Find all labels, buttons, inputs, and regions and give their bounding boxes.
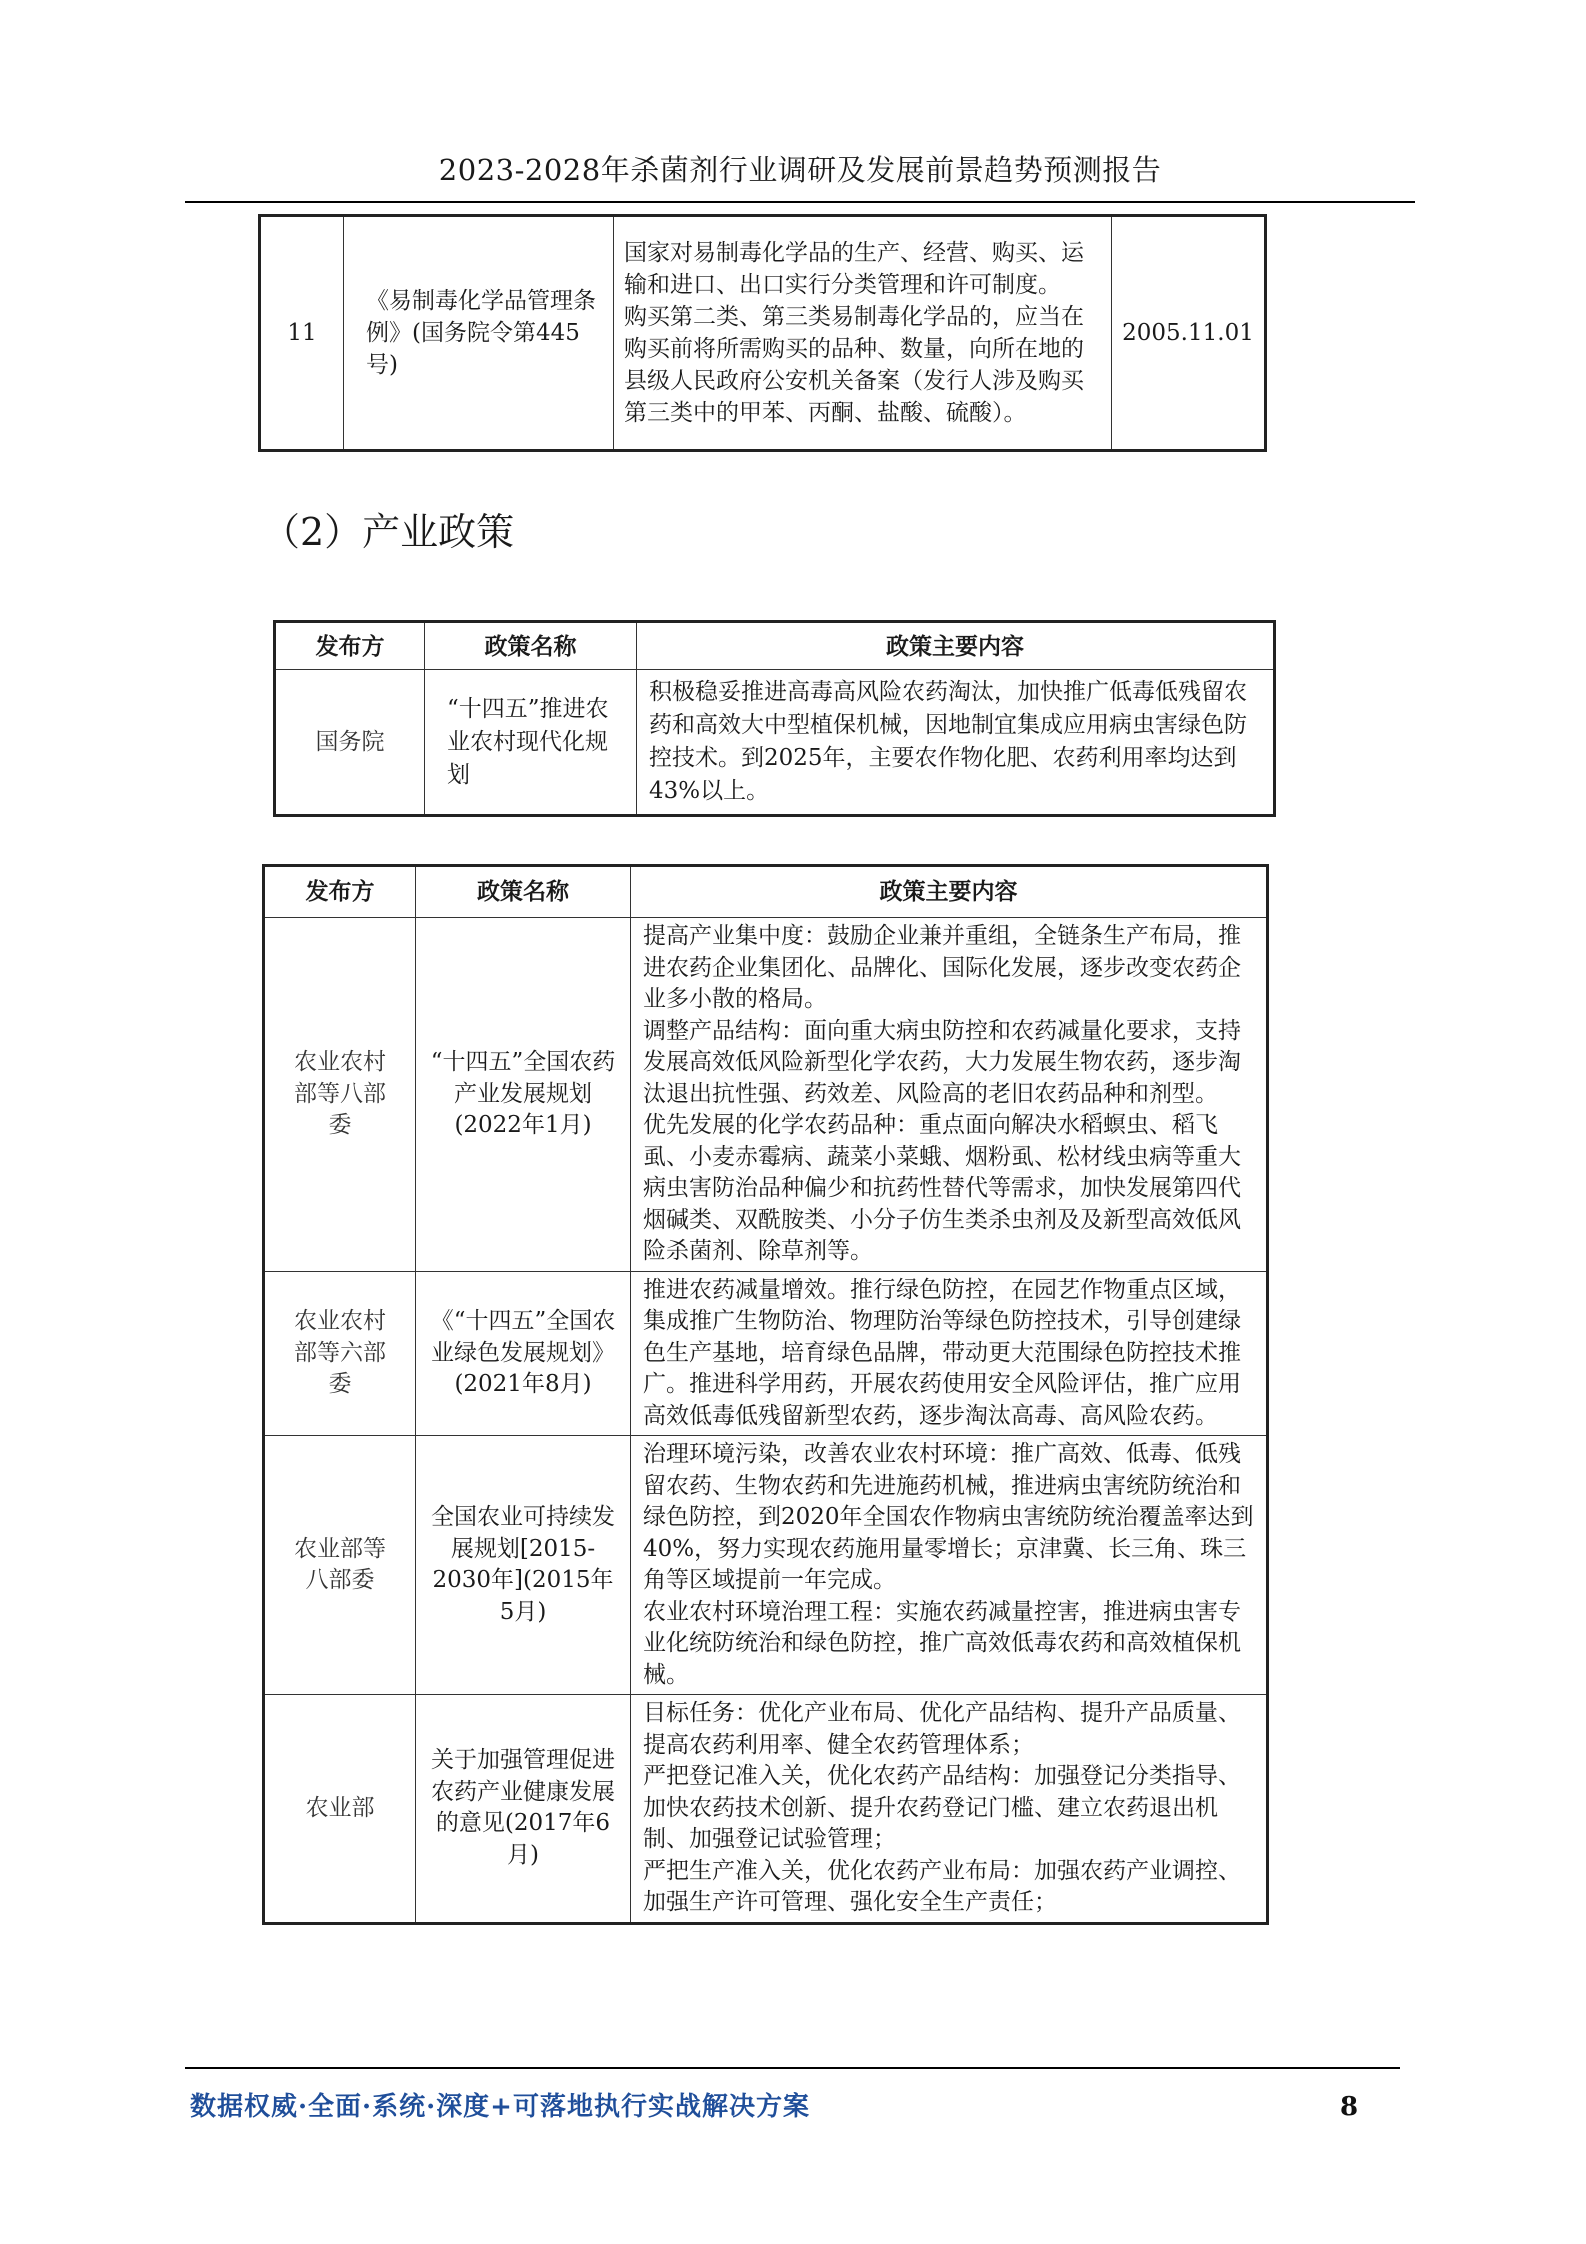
- column-header-policy-name: 政策名称: [425, 622, 637, 670]
- policy-publisher: 农业农村部等六部委: [264, 1271, 416, 1436]
- column-header-policy-name: 政策名称: [416, 866, 631, 918]
- page-number: 8: [1340, 2092, 1359, 2122]
- policy-name: 《“十四五”全国农业绿色发展规划》(2021年8月): [416, 1271, 631, 1436]
- policy-name: 全国农业可持续发展规划[2015-2030年](2015年5月): [416, 1436, 631, 1695]
- ministry-policy-table: [262, 864, 1269, 1925]
- column-header-policy-content: 政策主要内容: [631, 866, 1268, 918]
- section-title: （2）产业政策: [262, 510, 515, 554]
- regulation-table: [258, 214, 1267, 452]
- regulation-name: 《易制毒化学品管理条例》(国务院令第445号): [344, 216, 614, 451]
- column-header-publisher: 发布方: [264, 866, 416, 918]
- table-row: [264, 918, 1268, 1272]
- column-header-publisher: 发布方: [275, 622, 425, 670]
- policy-publisher: 农业部: [264, 1695, 416, 1924]
- table-row: [260, 216, 1266, 451]
- policy-name: “十四五”推进农业农村现代化规划: [425, 670, 637, 816]
- table-header-row: [264, 866, 1268, 918]
- regulation-content-paragraph: 购买第二类、第三类易制毒化学品的，应当在购买前将所需购买的品种、数量，向所在地的县级人民政府公安机关备案（发行人涉及购买第三类中的甲苯、丙酮、盐酸、硫酸）。: [624, 304, 1084, 426]
- table-row: [264, 1436, 1268, 1695]
- table-row: [264, 1695, 1268, 1924]
- policy-content: [631, 918, 1268, 1272]
- regulation-number: 11: [260, 216, 344, 451]
- regulation-date: 2005.11.01: [1112, 216, 1266, 451]
- policy-content-paragraph: 目标任务：优化产业布局、优化产品结构、提升产品质量、提高农药利用率、健全农药管理体系；: [643, 1700, 1241, 1758]
- column-header-policy-content: 政策主要内容: [637, 622, 1275, 670]
- footer-divider: [185, 2067, 1400, 2069]
- page-header-title: 2023-2028年杀菌剂行业调研及发展前景趋势预测报告: [438, 153, 1162, 187]
- policy-publisher: 农业农村部等八部委: [264, 918, 416, 1272]
- policy-publisher: 农业部等八部委: [264, 1436, 416, 1695]
- table-row: [264, 1271, 1268, 1436]
- policy-content-paragraph: 治理环境污染，改善农业农村环境：推广高效、低毒、低残留农药、生物农药和先进施药机械，推进病虫害统防统治和绿色防控，到2020年全国农作物病虫害统防统治覆盖率达到40%，努力实现农药施用量零增长；京津冀、长三角、珠三角等区域提前一年完成。: [643, 1441, 1254, 1593]
- policy-content: [631, 1436, 1268, 1695]
- policy-content: 积极稳妥推进高毒高风险农药淘汰，加快推广低毒低残留农药和高效大中型植保机械，因地制宜集成应用病虫害绿色防控技术。到2025年，主要农作物化肥、农药利用率均达到43%以上。: [637, 670, 1275, 816]
- regulation-content: [614, 216, 1112, 451]
- policy-publisher: 国务院: [275, 670, 425, 816]
- footer-slogan: 数据权威·全面·系统·深度+可落地执行实战解决方案: [190, 2092, 810, 2122]
- header-divider: [185, 201, 1415, 203]
- regulation-content-paragraph: 国家对易制毒化学品的生产、经营、购买、运输和进口、出口实行分类管理和许可制度。: [624, 240, 1084, 298]
- policy-content-paragraph: 提高产业集中度：鼓励企业兼并重组，全链条生产布局，推进农药企业集团化、品牌化、国际化发展，逐步改变农药企业多小散的格局。: [643, 923, 1241, 1012]
- policy-content-paragraph: 农业农村环境治理工程：实施农药减量控害，推进病虫害专业化统防统治和绿色防控，推广高效低毒农药和高效植保机械。: [643, 1598, 1241, 1688]
- policy-content-paragraph: 推进农药减量增效。推行绿色防控，在园艺作物重点区域，集成推广生物防治、物理防治等绿色防控技术，引导创建绿色生产基地，培育绿色品牌，带动更大范围绿色防控技术推广。推进科学用药，开展农药使用安全风险评估，推广应用高效低毒低残留新型农药，逐步淘汰高毒、高风险农药。: [643, 1276, 1241, 1429]
- table-header-row: [275, 622, 1275, 670]
- policy-content-paragraph: 严把生产准入关，优化农药产业布局：加强农药产业调控、加强生产许可管理、强化安全生产责任；: [643, 1857, 1241, 1915]
- policy-content-paragraph: 优先发展的化学农药品种：重点面向解决水稻螟虫、稻飞虱、小麦赤霉病、蔬菜小菜蛾、烟粉虱、松材线虫病等重大病虫害防治品种偏少和抗药性替代等需求，加快发展第四代烟碱类、双酰胺类、小分子仿生类杀虫剂及及新型高效低风险杀菌剂、除草剂等。: [643, 1112, 1241, 1264]
- policy-content: [631, 1695, 1268, 1924]
- policy-content: [631, 1271, 1268, 1436]
- policy-content-paragraph: 调整产品结构：面向重大病虫防控和农药减量化要求，支持发展高效低风险新型化学农药，大力发展生物农药，逐步淘汰退出抗性强、药效差、风险高的老旧农药品种和剂型。: [643, 1017, 1241, 1107]
- table-row: [275, 670, 1275, 816]
- state-council-policy-table: [273, 620, 1276, 817]
- policy-name: “十四五”全国农药产业发展规划(2022年1月): [416, 918, 631, 1272]
- policy-content-paragraph: 严把登记准入关，优化农药产品结构：加强登记分类指导、加快农药技术创新、提升农药登记门槛、建立农药退出机制、加强登记试验管理；: [643, 1763, 1241, 1852]
- policy-name: 关于加强管理促进农药产业健康发展的意见(2017年6月): [416, 1695, 631, 1924]
